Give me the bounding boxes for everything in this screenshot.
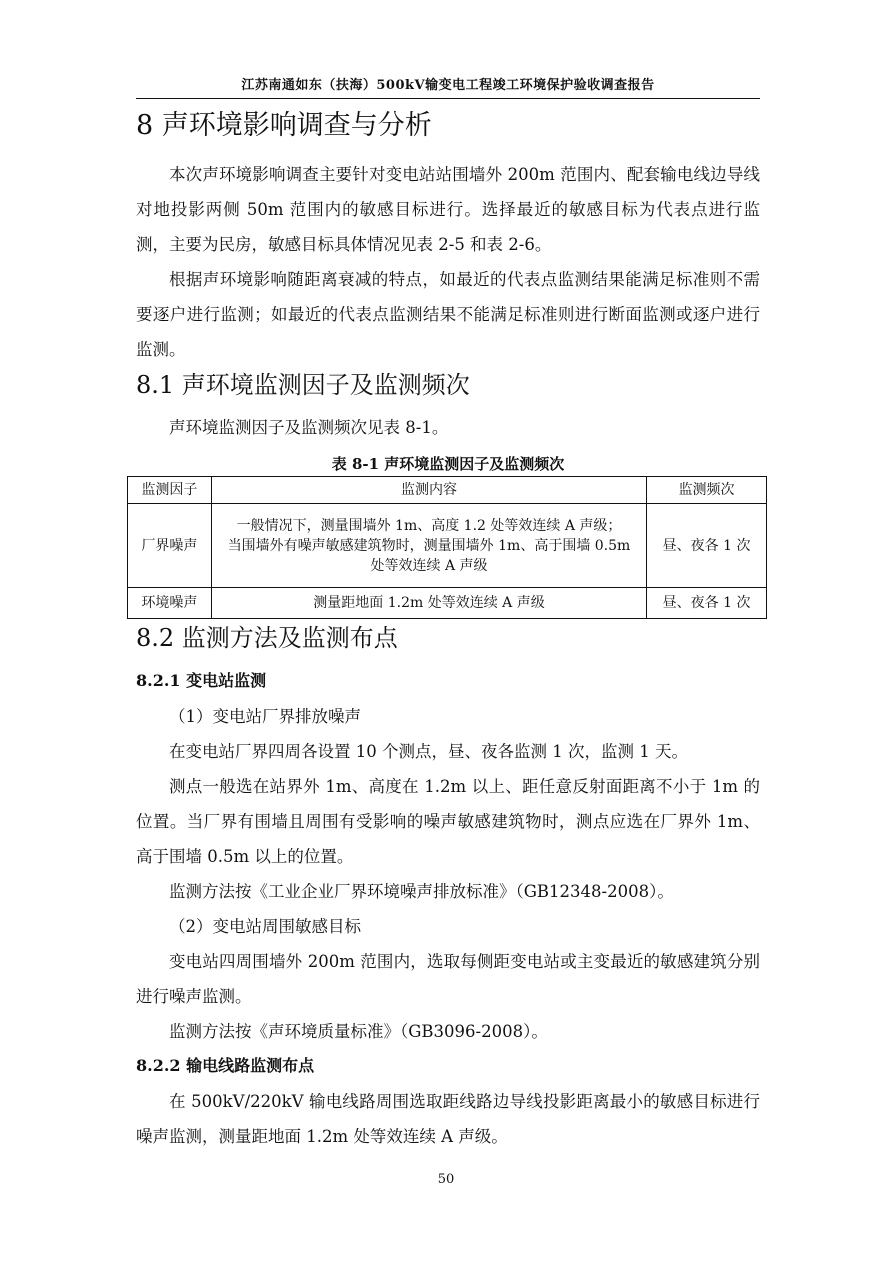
section-8-2-1-paragraph-1: 在变电站厂界四周各设置 10 个测点，昼、夜各监测 1 次，监测 1 天。 (169, 742, 688, 761)
section-8-paragraph-1: 本次声环境影响调查主要针对变电站站围墙外 200m 范围内、配套输电线边导线对地投影两侧 50m 范围内的敏感目标进行。选择最近的敏感目标为代表点进行监测，主要为民房，敏感目标具体情况见表 2-5 和表 2-6。 (136, 165, 760, 254)
section-8-2-1-paragraph-3: 监测方法按《工业企业厂界环境噪声排放标准》（GB12348-2008）。 (169, 882, 674, 901)
section-8-2-2-paragraph: 在 500kV/220kV 输电线路周围选取距线路边导线投影距离最小的敏感目标进行噪声监测，测量距地面 1.2m 处等效连续 A 声级。 (136, 1092, 760, 1146)
section-8-2-1-paragraph-5: 监测方法按《声环境质量标准》（GB3096-2008）。 (169, 1022, 548, 1041)
section-8-heading: 8 声环境影响调查与分析 (136, 110, 432, 141)
list-item-2: （2）变电站周围敏感目标 (169, 917, 361, 936)
table-cell-factor: 环境噪声 (128, 588, 212, 619)
table-8-1-caption: 表 8-1 声环境监测因子及监测频次 (331, 455, 565, 473)
section-8-2-1-paragraph-4: 变电站四周围墙外 200m 范围内，选取每侧距变电站或主变最近的敏感建筑分别进行噪声监测。 (136, 952, 760, 1006)
table-cell-frequency: 昼、夜各 1 次 (647, 588, 767, 619)
table-header-cell: 监测频次 (647, 477, 767, 504)
running-header: 江苏南通如东（扶海）500kV输变电工程竣工环境保护验收调查报告 (136, 74, 760, 99)
section-8-1-heading: 8.1 声环境监测因子及监测频次 (136, 371, 470, 399)
table-header-cell: 监测内容 (211, 477, 646, 504)
content-line: 当围墙外有噪声敏感建筑物时，测量围墙外 1m、高于围墙 0.5m (227, 537, 631, 554)
content-line: 一般情况下，测量围墙外 1m、高度 1.2 处等效连续 A 声级； (236, 517, 622, 534)
table-cell-content: 测量距地面 1.2m 处等效连续 A 声级 (211, 588, 646, 619)
table-cell-content (211, 504, 646, 588)
section-8-2-1-heading: 8.2.1 变电站监测 (136, 671, 267, 690)
list-item-1: （1）变电站厂界排放噪声 (169, 707, 361, 726)
content-line: 处等效连续 A 声级 (370, 557, 488, 574)
table-header-row (128, 477, 767, 504)
section-8-2-heading: 8.2 监测方法及监测布点 (136, 624, 398, 652)
table-row (128, 588, 767, 619)
section-8-2-2-heading: 8.2.2 输电线路监测布点 (136, 1056, 315, 1075)
table-8-1 (127, 476, 767, 619)
section-8-1-paragraph: 声环境监测因子及监测频次见表 8-1。 (169, 418, 449, 437)
section-8-paragraph-2: 根据声环境影响随距离衰减的特点，如最近的代表点监测结果能满足标准则不需要逐户进行监测；如最近的代表点监测结果不能满足标准则进行断面监测或逐户进行监测。 (136, 270, 760, 359)
table-header-cell: 监测因子 (128, 477, 212, 504)
table-cell-frequency: 昼、夜各 1 次 (647, 504, 767, 588)
section-8-2-1-paragraph-2: 测点一般选在站界外 1m、高度在 1.2m 以上、距任意反射面距离不小于 1m 的位置。当厂界有围墙且周围有受影响的噪声敏感建筑物时，测点应选在厂界外 1m、高于围墙 0.5m 以上的位置。 (136, 777, 760, 866)
table-row (128, 504, 767, 588)
page-number: 50 (437, 1172, 455, 1187)
table-cell-factor: 厂界噪声 (128, 504, 212, 588)
